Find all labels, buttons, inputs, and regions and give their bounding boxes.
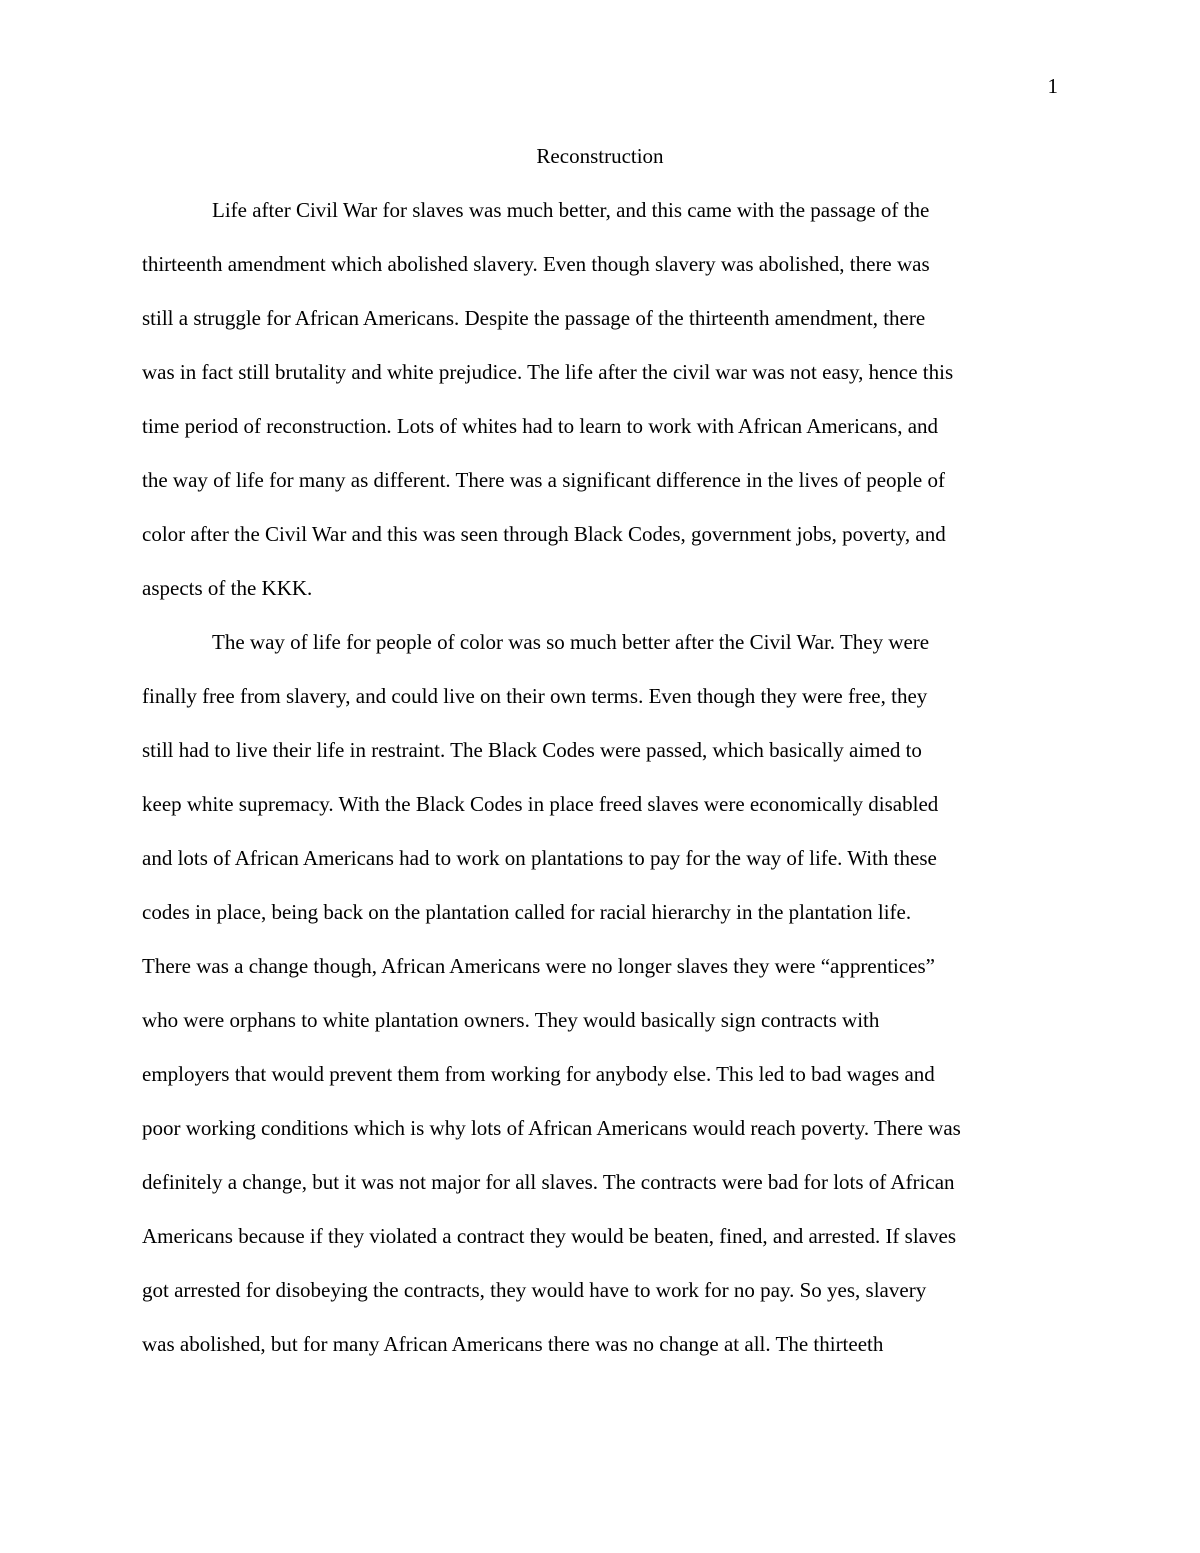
text-line: thirteenth amendment which abolished slavery. Even though slavery was abolished, there was — [142, 252, 930, 276]
text-line: who were orphans to white plantation owners. They would basically sign contracts with — [142, 1008, 880, 1032]
text-line: Americans because if they violated a contract they would be beaten, fined, and arrested. If slaves — [142, 1224, 956, 1248]
text-line: poor working conditions which is why lots of African Americans would reach poverty. There was — [142, 1116, 961, 1140]
text-line: definitely a change, but it was not major for all slaves. The contracts were bad for lots of African — [142, 1170, 955, 1194]
text-line: still a struggle for African Americans. Despite the passage of the thirteenth amendment, there — [142, 306, 926, 330]
text-line: got arrested for disobeying the contracts, they would have to work for no pay. So yes, slavery — [142, 1278, 927, 1302]
text-line: still had to live their life in restraint. The Black Codes were passed, which basically aimed to — [142, 738, 922, 762]
text-line: finally free from slavery, and could live on their own terms. Even though they were free, they — [142, 684, 928, 708]
text-line: keep white supremacy. With the Black Codes in place freed slaves were economically disabled — [142, 792, 939, 816]
document-title: Reconstruction — [536, 144, 664, 168]
text-line: There was a change though, African Americans were no longer slaves they were “apprentices” — [142, 954, 935, 978]
text-line: color after the Civil War and this was seen through Black Codes, government jobs, poverty, and — [142, 522, 946, 546]
text-line: Life after Civil War for slaves was much better, and this came with the passage of the — [212, 198, 930, 222]
text-line: aspects of the KKK. — [142, 576, 313, 600]
text-line: the way of life for many as different. There was a significant difference in the lives of people of — [142, 468, 945, 492]
text-line: employers that would prevent them from working for anybody else. This led to bad wages and — [142, 1062, 935, 1086]
text-line: was in fact still brutality and white prejudice. The life after the civil war was not easy, hence this — [142, 360, 954, 384]
text-line: was abolished, but for many African Americans there was no change at all. The thirteeth — [142, 1332, 884, 1356]
text-line: The way of life for people of color was so much better after the Civil War. They were — [212, 630, 930, 654]
page-number: 1 — [1047, 74, 1058, 98]
text-line: and lots of African Americans had to work on plantations to pay for the way of life. With these — [142, 846, 937, 870]
text-line: time period of reconstruction. Lots of whites had to learn to work with African Americans, and — [142, 414, 939, 438]
text-line: codes in place, being back on the plantation called for racial hierarchy in the plantation life. — [142, 900, 912, 924]
